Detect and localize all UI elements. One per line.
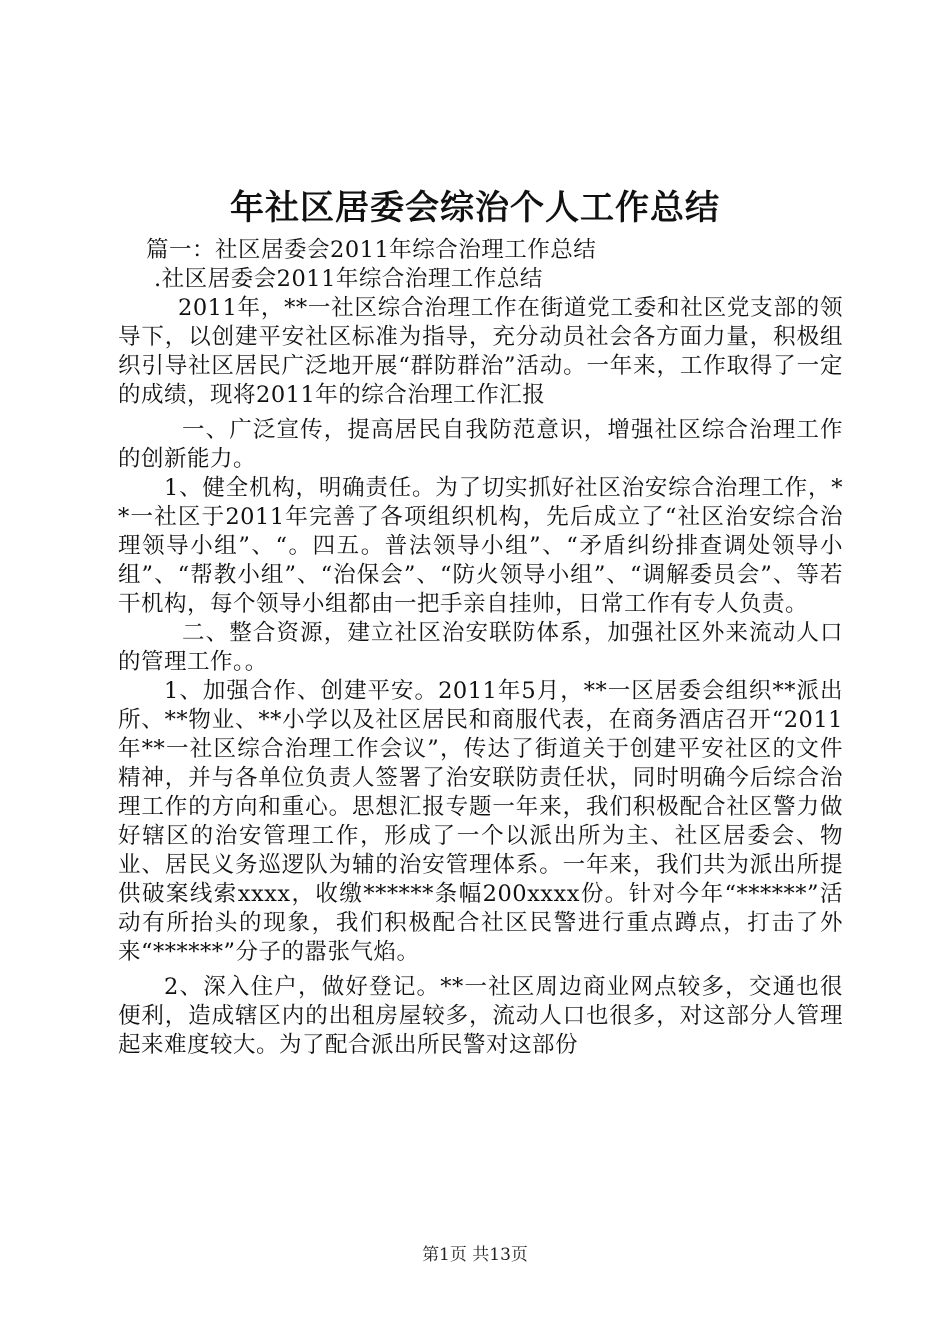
document-body	[118, 236, 843, 1060]
document-title: 年社区居委会综治个人工作总结	[230, 188, 720, 228]
section-2-item-1: 1、加强合作、创建平安。2011年5月，**一区居委会组织**派出所、**物业、**小学以及社区居民和商服代表，在商务酒店召开“2011年**一社区综合治理工作会议”，传达了街道关于创建平安社区的文件精神，并与各单位负责人签署了治安联防责任状，同时明确今后综合治理工作的方向和重心。思想汇报专题一年来，我们积极配合社区警力做好辖区的治安管理工作，形成了一个以派出所为主、社区居委会、物业、居民义务巡逻队为辅的治安管理体系。一年来，我们共为派出所提供破案线索xxxx，收缴******条幅200xxxx份。针对今年“******”活动有所抬头的现象，我们积极配合社区民警进行重点蹲点，打击了外来“******”分子的嚣张气焰。	[118, 678, 843, 965]
section-1-item-1: 1、健全机构，明确责任。为了切实抓好社区治安综合治理工作，**一社区于2011年完善了各项组织机构，先后成立了“社区治安综合治理领导小组”、“。四五。普法领导小组”、“矛盾纠纷排查调处领导小组”、“帮教小组”、“治保会”、“防火领导小组”、“调解委员会”、等若干机构，每个领导小组都由一把手亲自挂帅，日常工作有专人负责。	[118, 475, 843, 617]
subtitle-line-1: 篇一：社区居委会2011年综合治理工作总结	[146, 237, 597, 263]
subtitle-line-2: .社区居委会2011年综合治理工作总结	[154, 266, 543, 292]
section-heading-1: 一、广泛宣传，提高居民自我防范意识，增强社区综合治理工作的创新能力。	[118, 417, 843, 472]
page-footer: 第1页 共13页	[422, 1245, 528, 1265]
intro-paragraph: 2011年，**一社区综合治理工作在街道党工委和社区党支部的领导下，以创建平安社区标准为指导，充分动员社会各方面力量，积极组织引导社区居民广泛地开展“群防群治”活动。一年来，工作取得了一定的成绩，现将2011年的综合治理工作汇报	[118, 295, 843, 408]
section-2-item-2: 2、深入住户，做好登记。**一社区周边商业网点较多，交通也很便利，造成辖区内的出租房屋较多，流动人口也很多，对这部分人管理起来难度较大。为了配合派出所民警对这部份	[118, 974, 843, 1058]
section-heading-2: 二、整合资源，建立社区治安联防体系，加强社区外来流动人口的管理工作。。	[118, 620, 843, 675]
